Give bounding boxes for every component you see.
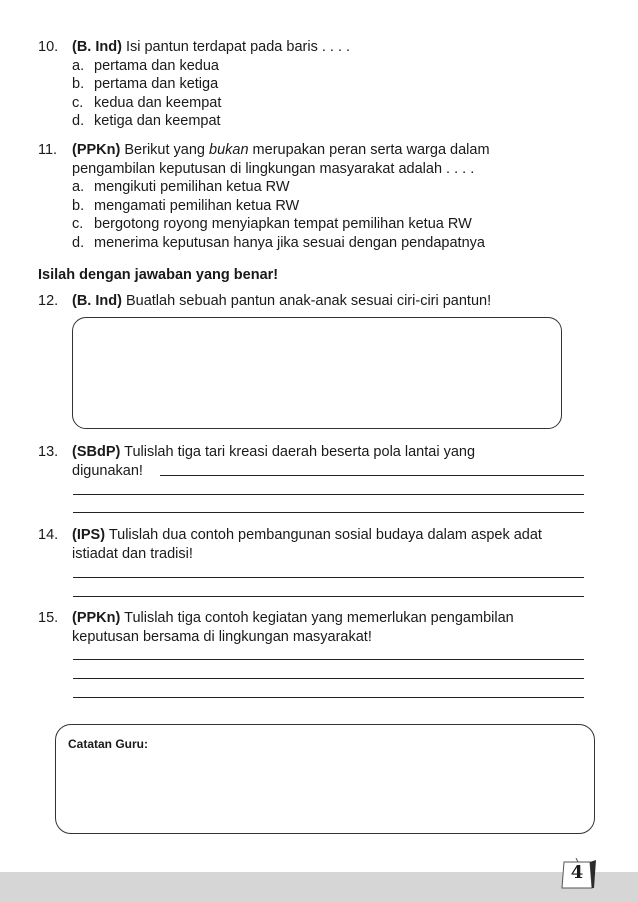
answer-line[interactable]	[73, 659, 584, 660]
question-14-stem-line2: istiadat dan tradisi!	[72, 545, 193, 562]
answer-box-12[interactable]	[72, 317, 562, 429]
answer-line[interactable]	[73, 494, 584, 495]
subject-tag: (PPKn)	[72, 610, 121, 626]
answer-line[interactable]	[73, 577, 584, 578]
question-number: 11.	[38, 142, 58, 158]
page-number: 4	[570, 862, 584, 883]
question-number: 10.	[38, 39, 59, 55]
answer-line[interactable]	[73, 596, 584, 597]
question-15-stem: 15. (PPKn) Tulislah tiga contoh kegiatan yang memerlukan pengambilan	[38, 610, 514, 626]
answer-line[interactable]	[160, 475, 584, 476]
emphasis-text: bukan	[209, 142, 249, 158]
question-text: Isi pantun terdapat pada baris . . . .	[125, 39, 351, 55]
teacher-notes-label: Catatan Guru:	[68, 737, 149, 751]
subject-tag: (IPS)	[72, 527, 106, 543]
question-number: 14.	[38, 527, 59, 543]
question-number: 13.	[38, 444, 59, 460]
option-d[interactable]: d. ketiga dan keempat	[72, 113, 221, 129]
option-b[interactable]: b. mengamati pemilihan ketua RW	[72, 197, 300, 214]
answer-line[interactable]	[73, 697, 584, 698]
question-15-stem-line2: keputusan bersama di lingkungan masyarakat!	[72, 628, 372, 645]
question-14	[38, 526, 598, 563]
option-a[interactable]: a. pertama dan kedua	[72, 57, 219, 74]
question-11	[38, 141, 598, 252]
answer-line[interactable]	[73, 678, 584, 679]
option-c[interactable]: c. bergotong royong menyiapkan tempat pemilihan ketua RW	[72, 216, 472, 232]
question-13-stem: 13. (SBdP) Tulislah tiga tari kreasi daerah beserta pola lantai yang	[38, 444, 476, 460]
question-15	[38, 609, 598, 646]
section-heading: Isilah dengan jawaban yang benar!	[38, 267, 279, 283]
subject-tag: (B. Ind)	[72, 39, 122, 55]
question-12	[38, 292, 598, 311]
question-10	[38, 38, 598, 131]
question-11-stem-line2: pengambilan keputusan di lingkungan masyarakat adalah . . . .	[72, 160, 475, 177]
option-c[interactable]: c. kedua dan keempat	[72, 94, 222, 111]
question-10-stem	[38, 38, 598, 57]
option-a[interactable]: a. mengikuti pemilihan ketua RW	[72, 179, 290, 195]
footer-band	[0, 872, 638, 902]
question-13-stem-line2: digunakan!	[72, 462, 143, 479]
question-14-stem: 14. (IPS) Tulislah dua contoh pembangunan sosial budaya dalam aspek adat	[38, 527, 542, 543]
question-11-stem: 11. (PPKn) Berikut yang bukan merupakan peran serta warga dalam	[38, 142, 490, 158]
question-number: 12.	[38, 293, 59, 309]
question-12-stem: 12. (B. Ind) Buatlah sebuah pantun anak-anak sesuai ciri-ciri pantun!	[38, 293, 492, 309]
answer-line[interactable]	[73, 512, 584, 513]
subject-tag: (SBdP)	[72, 444, 121, 460]
subject-tag: (PPKn)	[72, 142, 121, 158]
question-number: 15.	[38, 610, 59, 626]
option-b[interactable]: b. pertama dan ketiga	[72, 76, 219, 92]
option-d[interactable]: d. menerima keputusan hanya jika sesuai dengan pendapatnya	[72, 234, 485, 251]
subject-tag: (B. Ind)	[72, 293, 122, 309]
